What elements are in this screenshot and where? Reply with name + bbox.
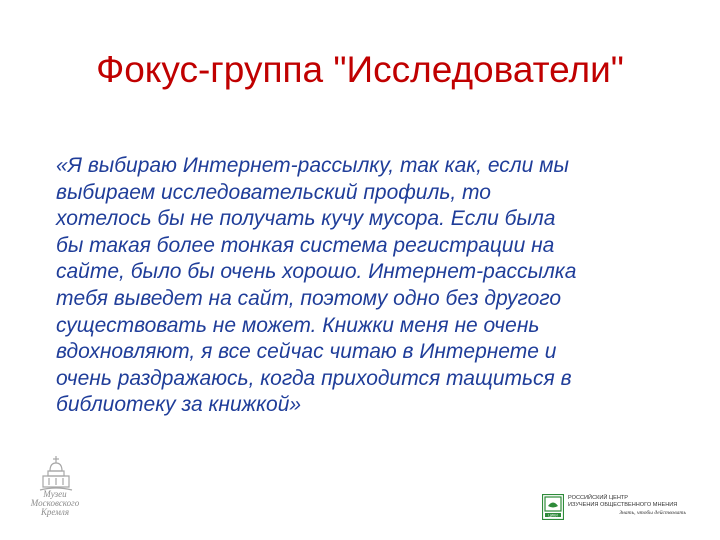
quote-line: «Я выбираю Интернет-рассылку, так как, если мы xyxy=(56,154,569,177)
center-emblem-icon xyxy=(542,494,564,520)
museum-logo-line: Музеи xyxy=(43,489,67,499)
center-logo-text xyxy=(568,495,698,517)
quote-line: бы такая более тонкая система регистрации на xyxy=(56,233,555,257)
quote-line: тебя выведет на сайт, поэтому одно без другого xyxy=(56,286,562,310)
quote-line: сайте, было бы очень хорошо. Интернет-рассылка xyxy=(56,260,577,284)
museum-logo-line: Московского xyxy=(30,498,80,508)
quote-line: библиотеку за книжкой» xyxy=(56,393,302,417)
center-logo-line: РОССИЙСКИЙ ЦЕНТР xyxy=(568,495,629,501)
museum-logo-line: Кремля xyxy=(40,507,70,517)
quote-line: существовать не может. Книжки меня не очень xyxy=(56,313,540,337)
museum-logo-text xyxy=(30,490,80,517)
center-logo-motto: Знать, чтобы действовать xyxy=(619,509,686,516)
quote-line: очень раздражаюсь, когда приходится тащиться в xyxy=(56,366,572,390)
slide-title: Фокус-группа "Исследователи" xyxy=(96,49,624,90)
quote-line: выбираем исследовательский профиль, то xyxy=(56,180,491,204)
center-logo-line: ИЗУЧЕНИЯ ОБЩЕСТВЕННОГО МНЕНИЯ xyxy=(568,502,678,509)
cathedral-icon xyxy=(26,454,86,494)
center-mark-text: ЦИКИ xyxy=(548,513,558,518)
research-center-logo xyxy=(542,494,692,520)
quote-text xyxy=(56,153,694,419)
quote-line: вдохновляют, я все сейчас читаю в Интернете и xyxy=(56,340,557,364)
quote-line: хотелось бы не получать кучу мусора. Если была xyxy=(56,207,556,231)
